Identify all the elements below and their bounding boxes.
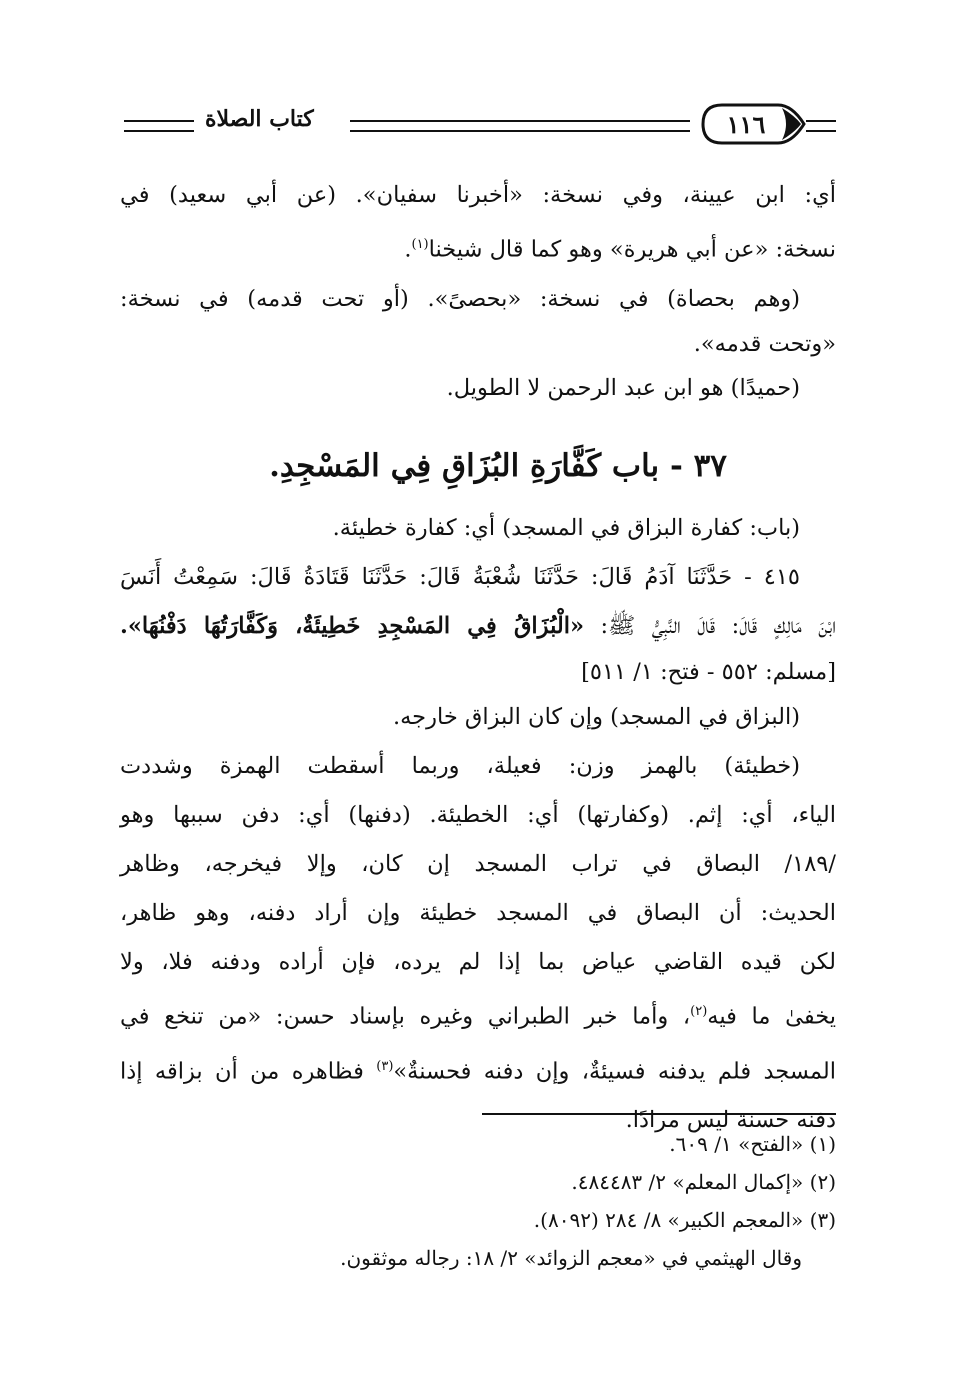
hadith-matn: «الْبُزَاقُ فِي المَسْجِدِ خَطِيئَةٌ، وَكَفَّارَتُهَا دَفْنُهَا».: [120, 613, 585, 639]
text-span: فظاهره من أن بزاقه إذا: [120, 1058, 377, 1084]
hadith-line: [120, 602, 836, 651]
footnote-2: (٢) «إكمال المعلم» ٢/ ٤٨٤٤٨٣.: [571, 1170, 836, 1194]
text-line: /١٨٩/ البصاق في تراب المسجد إن كان، وإلا فيخرجه، وظاهر: [120, 851, 836, 877]
page-number-badge: [700, 102, 806, 146]
text-line: [120, 987, 836, 1042]
text-line: الحديث: أن البصاق في المسجد خطيئة وإن أراد دفنه، وهو ظاهر،: [120, 900, 836, 926]
text-line: (وهم بحصاة) في نسخة: «بحصىً». (أو تحت قدمه) في نسخة:: [120, 285, 800, 312]
header-rule-right: [806, 120, 836, 132]
footnote-ref: (٣): [376, 1058, 394, 1074]
hadith-chain: ابْنَ مَالِكٍ قَالَ: قَالَ النَّبِيُّ ﷺ:: [584, 613, 837, 639]
footnote-ref: (٢): [690, 1004, 708, 1019]
text-line: (البزاق في المسجد) وإن كان البزاق خارجه.: [392, 704, 800, 730]
hadith-line: ٤١٥ - حَدَّثَنَا آدَمُ قَالَ: حَدَّثَنَا شُعْبَةُ قَالَ: حَدَّثَنَا قَتَادَةُ قَالَ: سَمِعْتُ أَنَسَ: [120, 564, 800, 590]
page-number: ١١٦: [726, 110, 766, 139]
running-header: [110, 98, 835, 150]
footnote-3: (٣) «المعجم الكبير» ٨/ ٢٨٤ (٨٠٩٢).: [533, 1208, 836, 1232]
text-line: «وتحت قدمه».: [693, 330, 836, 357]
text-span: يخفىٰ ما فيه: [707, 1003, 836, 1030]
text-line: الياء، أي: إثم. (وكفارتها) أي: الخطيئة. (دفنها) أي: دفن سببها وهو: [120, 802, 836, 828]
text-line: أي: ابن عيينة، وفي نسخة: «أخبرنا سفيان». (عن أبي سعيد) في: [120, 182, 836, 208]
hadith-reference: [مسلم: ٥٥٢ - فتح: ١/ ٥١١]: [581, 659, 836, 685]
text-span: نسخة: «عن أبي هريرة» وهو كما قال شيخنا: [428, 236, 836, 263]
header-rule-middle: [350, 120, 690, 132]
commentary-top: [120, 171, 836, 413]
footnotes: [120, 1125, 836, 1277]
chapter-heading: ٣٧ - باب كَفَّارَةِ البُزَاقِ فِي المَسْجِدِ.: [269, 448, 727, 484]
text-line: لكن قيده القاضي عياض بما إذا لم يرده، فإن أراده ودفنه فلا، ولا: [120, 949, 836, 975]
footnote-1: (١) «الفتح» ١/ ٦٠٩.: [669, 1132, 836, 1156]
text-line: دفنه حسنة ليس مرادًا.: [625, 1107, 836, 1133]
text-line: (خطيئة) بالهمز وزن: فعيلة، وربما أسقطت الهمزة وشددت: [120, 753, 800, 779]
text-span: .: [404, 236, 412, 263]
text-span: المسجد فلم يدفنه فسيئةٌ، وإن دفنه فحسنةٌ»: [393, 1058, 836, 1084]
text-line: (باب: كفارة البزاق في المسجد) أي: كفارة خطيئة.: [332, 515, 800, 541]
text-line: [120, 1042, 836, 1097]
text-line: [120, 220, 836, 275]
text-line: (حميدًا) هو ابن عبد الرحمن لا الطويل.: [446, 374, 800, 401]
footnote-separator: [482, 1113, 836, 1115]
header-rule-left: [124, 120, 194, 132]
text-span: ، وأما خبر الطبراني وغيره بإسناد حسن: «من تنخع في: [120, 1003, 691, 1030]
header-title: كتاب الصلاة: [205, 106, 314, 132]
footnote-ref: (١): [411, 237, 429, 252]
chapter-body: [120, 504, 836, 1145]
footnote-3-continuation: وقال الهيثمي في «معجم الزوائد» ٢/ ١٨: رجاله موثقون.: [340, 1246, 802, 1270]
